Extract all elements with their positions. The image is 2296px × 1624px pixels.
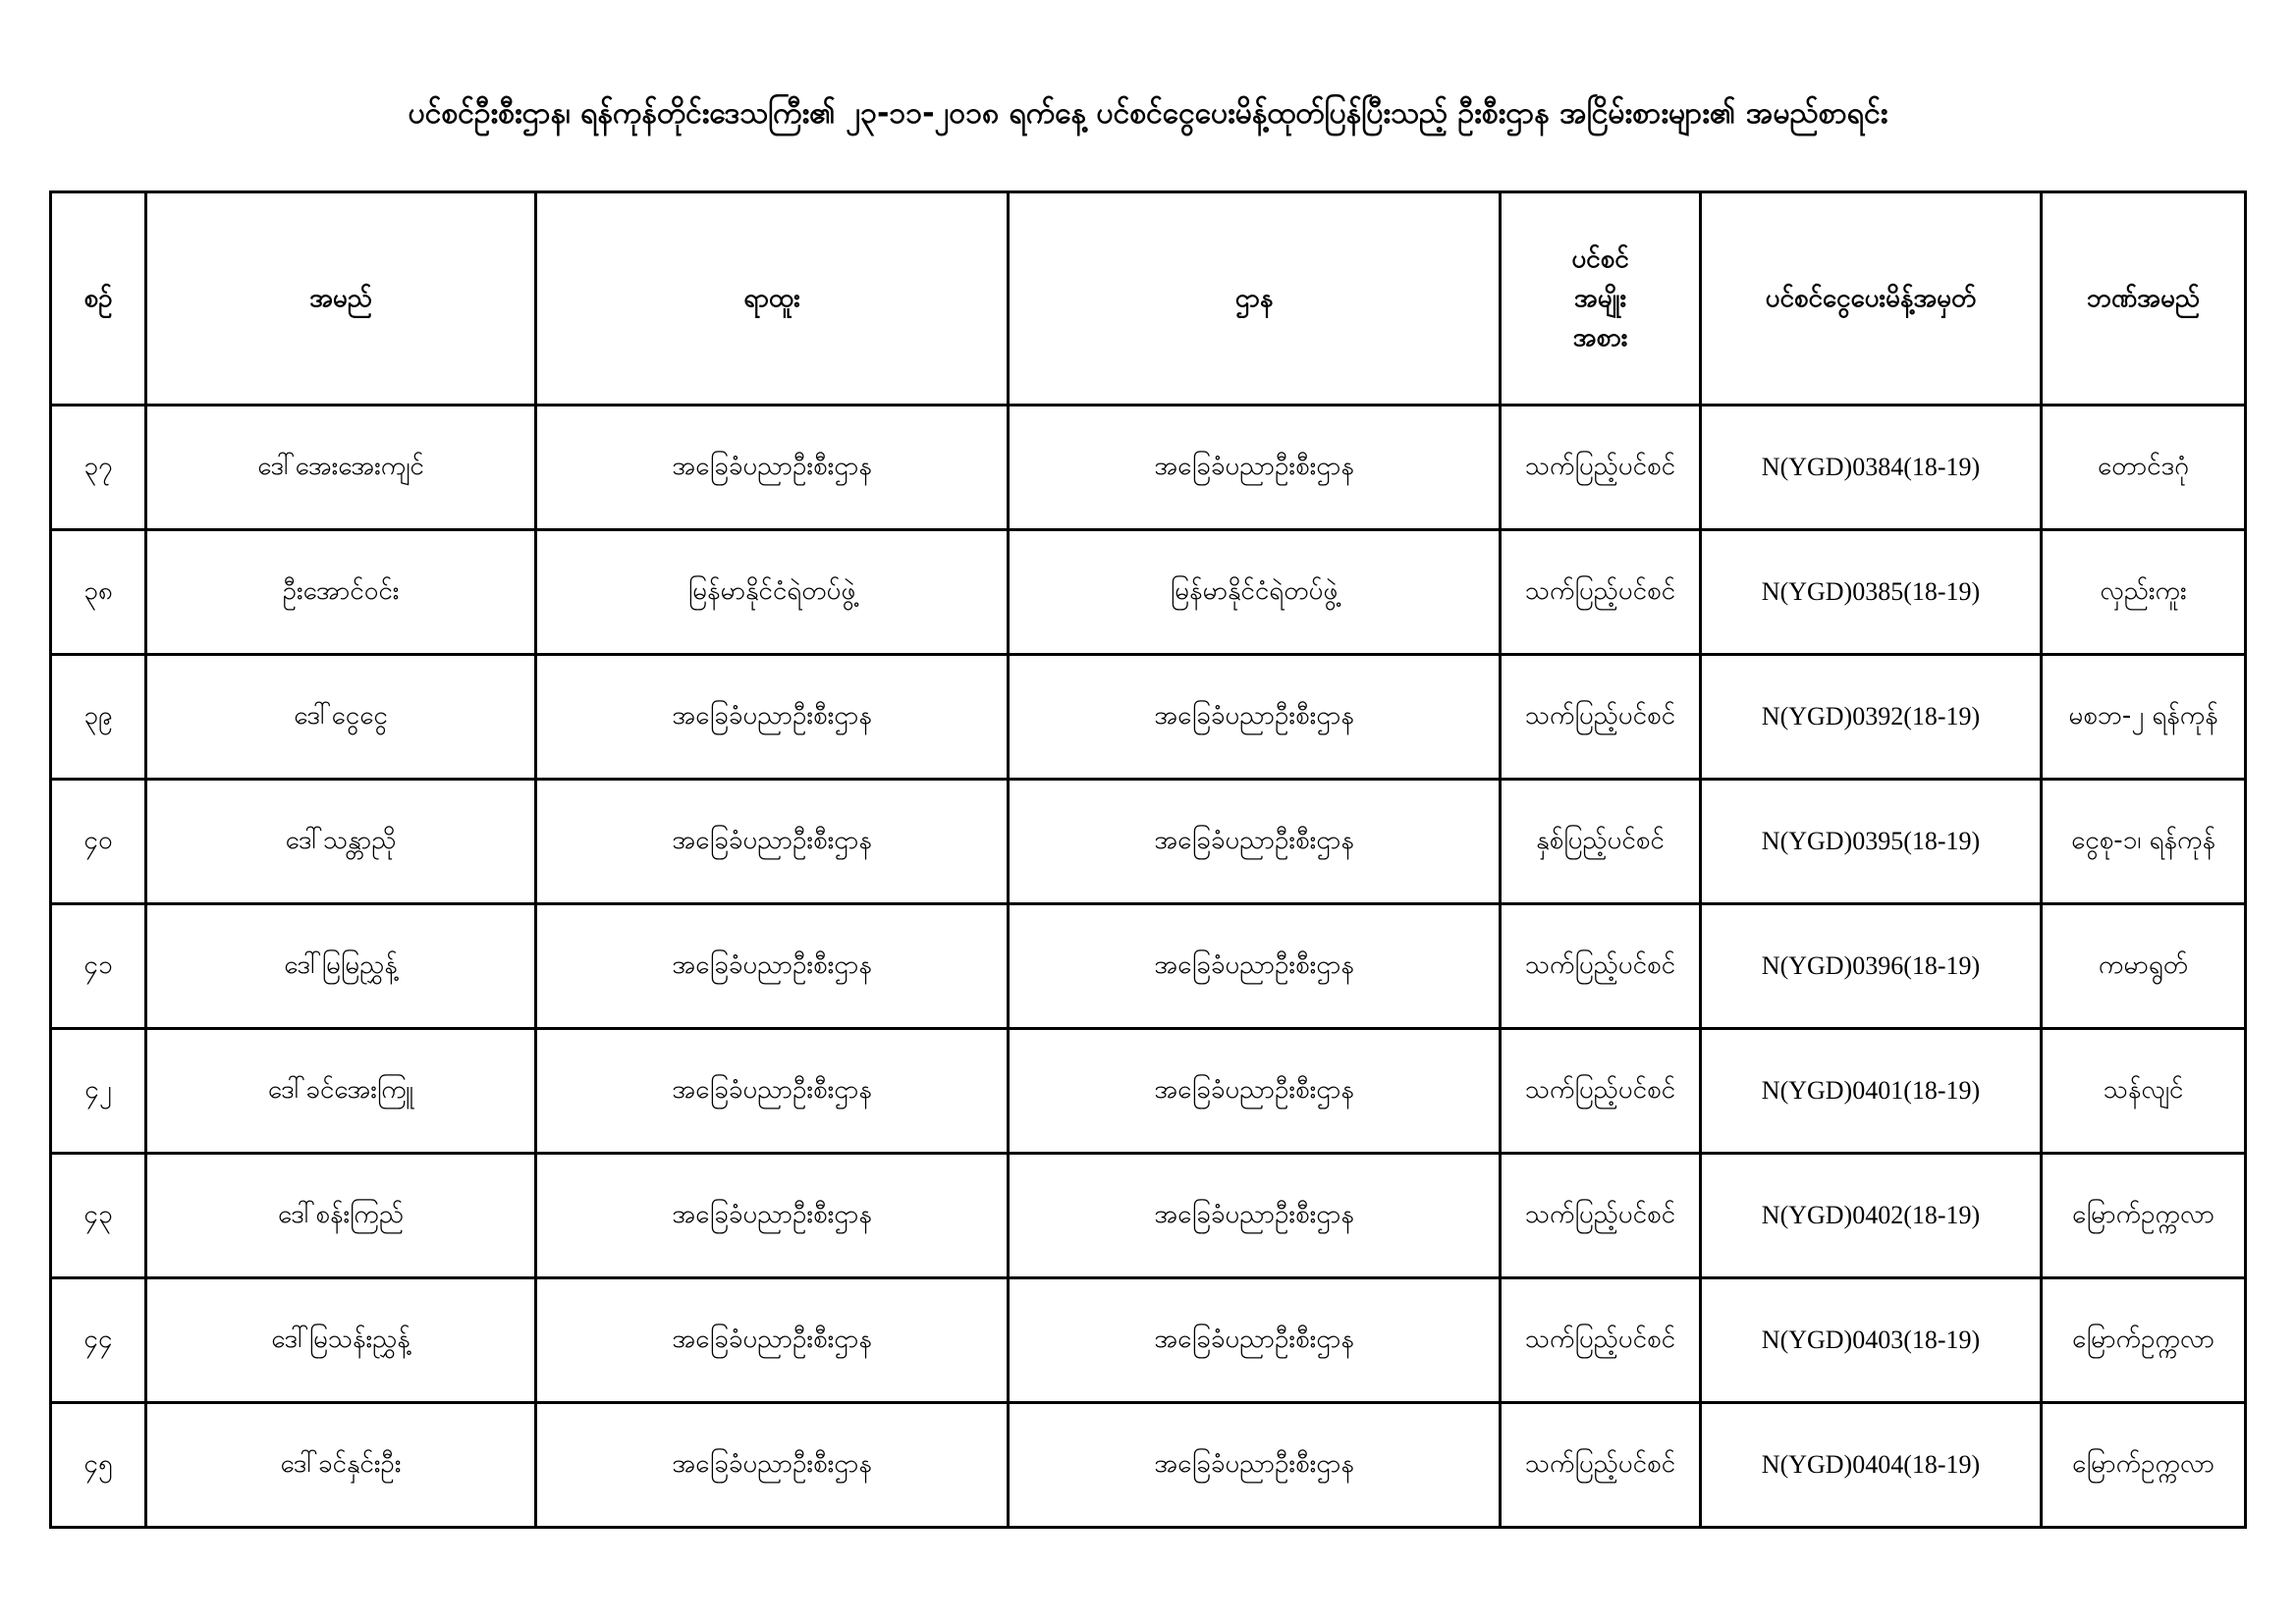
cell-no: ၄၅ — [51, 1403, 146, 1528]
cell-name: ဒေါ်ခင်နှင်းဦး — [146, 1403, 536, 1528]
header-department: ဌာန — [1009, 192, 1501, 406]
header-pension-type — [1501, 192, 1701, 406]
cell-pension-type: သက်ပြည့်ပင်စင် — [1501, 1403, 1701, 1528]
table-row — [51, 904, 2246, 1029]
cell-no: ၄၁ — [51, 904, 146, 1029]
cell-rank: အခြေခံပညာဦးစီးဌာန — [536, 904, 1009, 1029]
cell-department: အခြေခံပညာဦးစီးဌာန — [1009, 406, 1501, 530]
header-no: စဥ် — [51, 192, 146, 406]
cell-pension-type: သက်ပြည့်ပင်စင် — [1501, 530, 1701, 655]
cell-department: အခြေခံပညာဦးစီးဌာန — [1009, 780, 1501, 904]
cell-name: ဒေါ်မြမြညွှန့် — [146, 904, 536, 1029]
pension-table — [49, 190, 2247, 1529]
cell-department: အခြေခံပညာဦးစီးဌာန — [1009, 655, 1501, 780]
table-row — [51, 655, 2246, 780]
cell-department: အခြေခံပညာဦးစီးဌာန — [1009, 904, 1501, 1029]
cell-order-no: N(YGD)0396(18-19) — [1701, 904, 2042, 1029]
cell-rank: အခြေခံပညာဦးစီးဌာန — [536, 780, 1009, 904]
cell-department: အခြေခံပညာဦးစီးဌာန — [1009, 1029, 1501, 1154]
table-row — [51, 1029, 2246, 1154]
cell-no: ၃၈ — [51, 530, 146, 655]
cell-name: ဒေါ်ငွေငွေ — [146, 655, 536, 780]
cell-bank: မြောက်ဥက္ကလာ — [2042, 1403, 2246, 1528]
cell-name: ဒေါ်သန္တာညို — [146, 780, 536, 904]
pension-table-container — [49, 190, 2244, 1529]
cell-bank: မစဘ-၂ ရန်ကုန် — [2042, 655, 2246, 780]
cell-name: ဒေါ်မြသန်းညွှန့် — [146, 1278, 536, 1403]
cell-order-no: N(YGD)0402(18-19) — [1701, 1154, 2042, 1278]
cell-pension-type: သက်ပြည့်ပင်စင် — [1501, 904, 1701, 1029]
cell-order-no: N(YGD)0404(18-19) — [1701, 1403, 2042, 1528]
table-row — [51, 406, 2246, 530]
table-row — [51, 1154, 2246, 1278]
document-title: ပင်စင်ဦးစီးဌာန၊ ရန်ကုန်တိုင်းဒေသကြီး၏ ၂၃-၁၁-၂၀၁၈ ရက်နေ့ ပင်စင်ငွေပေးမိန့်ထုတ်ပြန်ပြီးသည့် ဦးစီးဌာန အငြိမ်းစားများ၏ အမည်စာရင်း — [408, 96, 1888, 131]
cell-no: ၃၇ — [51, 406, 146, 530]
table-row — [51, 1278, 2246, 1403]
cell-order-no: N(YGD)0401(18-19) — [1701, 1029, 2042, 1154]
cell-bank: လှည်းကူး — [2042, 530, 2246, 655]
table-row — [51, 1403, 2246, 1528]
cell-order-no: N(YGD)0385(18-19) — [1701, 530, 2042, 655]
cell-bank: မြောက်ဥက္ကလာ — [2042, 1154, 2246, 1278]
cell-order-no: N(YGD)0392(18-19) — [1701, 655, 2042, 780]
cell-department: အခြေခံပညာဦးစီးဌာန — [1009, 1154, 1501, 1278]
header-bank: ဘဏ်အမည် — [2042, 192, 2246, 406]
cell-name: ဒေါ်စန်းကြည် — [146, 1154, 536, 1278]
cell-no: ၄၂ — [51, 1029, 146, 1154]
cell-name: ဦးအောင်ဝင်း — [146, 530, 536, 655]
cell-bank: မြောက်ဥက္ကလာ — [2042, 1278, 2246, 1403]
header-pension-type-line-2: အမျိုး — [1573, 284, 1627, 313]
cell-rank: အခြေခံပညာဦးစီးဌာန — [536, 406, 1009, 530]
cell-no: ၄၃ — [51, 1154, 146, 1278]
cell-pension-type: သက်ပြည့်ပင်စင် — [1501, 1154, 1701, 1278]
header-order-no: ပင်စင်ငွေပေးမိန့်အမှတ် — [1701, 192, 2042, 406]
cell-rank: အခြေခံပညာဦးစီးဌာန — [536, 1154, 1009, 1278]
cell-bank: ငွေစု-၁၊ ရန်ကုန် — [2042, 780, 2246, 904]
cell-department: အခြေခံပညာဦးစီးဌာန — [1009, 1278, 1501, 1403]
cell-rank: အခြေခံပညာဦးစီးဌာန — [536, 1278, 1009, 1403]
cell-pension-type: သက်ပြည့်ပင်စင် — [1501, 1029, 1701, 1154]
cell-bank: သန်လျင် — [2042, 1029, 2246, 1154]
cell-no: ၃၉ — [51, 655, 146, 780]
cell-no: ၄၀ — [51, 780, 146, 904]
cell-rank: အခြေခံပညာဦးစီးဌာန — [536, 1029, 1009, 1154]
cell-rank: အခြေခံပညာဦးစီးဌာန — [536, 655, 1009, 780]
cell-name: ဒေါ်ခင်အေးကြူ — [146, 1029, 536, 1154]
cell-department: အခြေခံပညာဦးစီးဌာန — [1009, 1403, 1501, 1528]
table-row — [51, 780, 2246, 904]
cell-pension-type: သက်ပြည့်ပင်စင် — [1501, 1278, 1701, 1403]
header-name: အမည် — [146, 192, 536, 406]
cell-rank: အခြေခံပညာဦးစီးဌာန — [536, 1403, 1009, 1528]
cell-order-no: N(YGD)0395(18-19) — [1701, 780, 2042, 904]
cell-bank: ကမာရွတ် — [2042, 904, 2246, 1029]
cell-rank: မြန်မာနိုင်ငံရဲတပ်ဖွဲ့ — [536, 530, 1009, 655]
cell-order-no: N(YGD)0403(18-19) — [1701, 1278, 2042, 1403]
cell-no: ၄၄ — [51, 1278, 146, 1403]
cell-pension-type: သက်ပြည့်ပင်စင် — [1501, 406, 1701, 530]
table-header-row — [51, 192, 2246, 406]
cell-order-no: N(YGD)0384(18-19) — [1701, 406, 2042, 530]
header-pension-type-line-1: ပင်စင် — [1571, 244, 1629, 274]
header-rank: ရာထူး — [536, 192, 1009, 406]
cell-department: မြန်မာနိုင်ငံရဲတပ်ဖွဲ့ — [1009, 530, 1501, 655]
cell-pension-type: နှစ်ပြည့်ပင်စင် — [1501, 780, 1701, 904]
table-row — [51, 530, 2246, 655]
cell-bank: တောင်ဒဂုံ — [2042, 406, 2246, 530]
cell-pension-type: သက်ပြည့်ပင်စင် — [1501, 655, 1701, 780]
cell-name: ဒေါ်အေးအေးကျင် — [146, 406, 536, 530]
header-pension-type-line-3: အစား — [1572, 323, 1628, 352]
